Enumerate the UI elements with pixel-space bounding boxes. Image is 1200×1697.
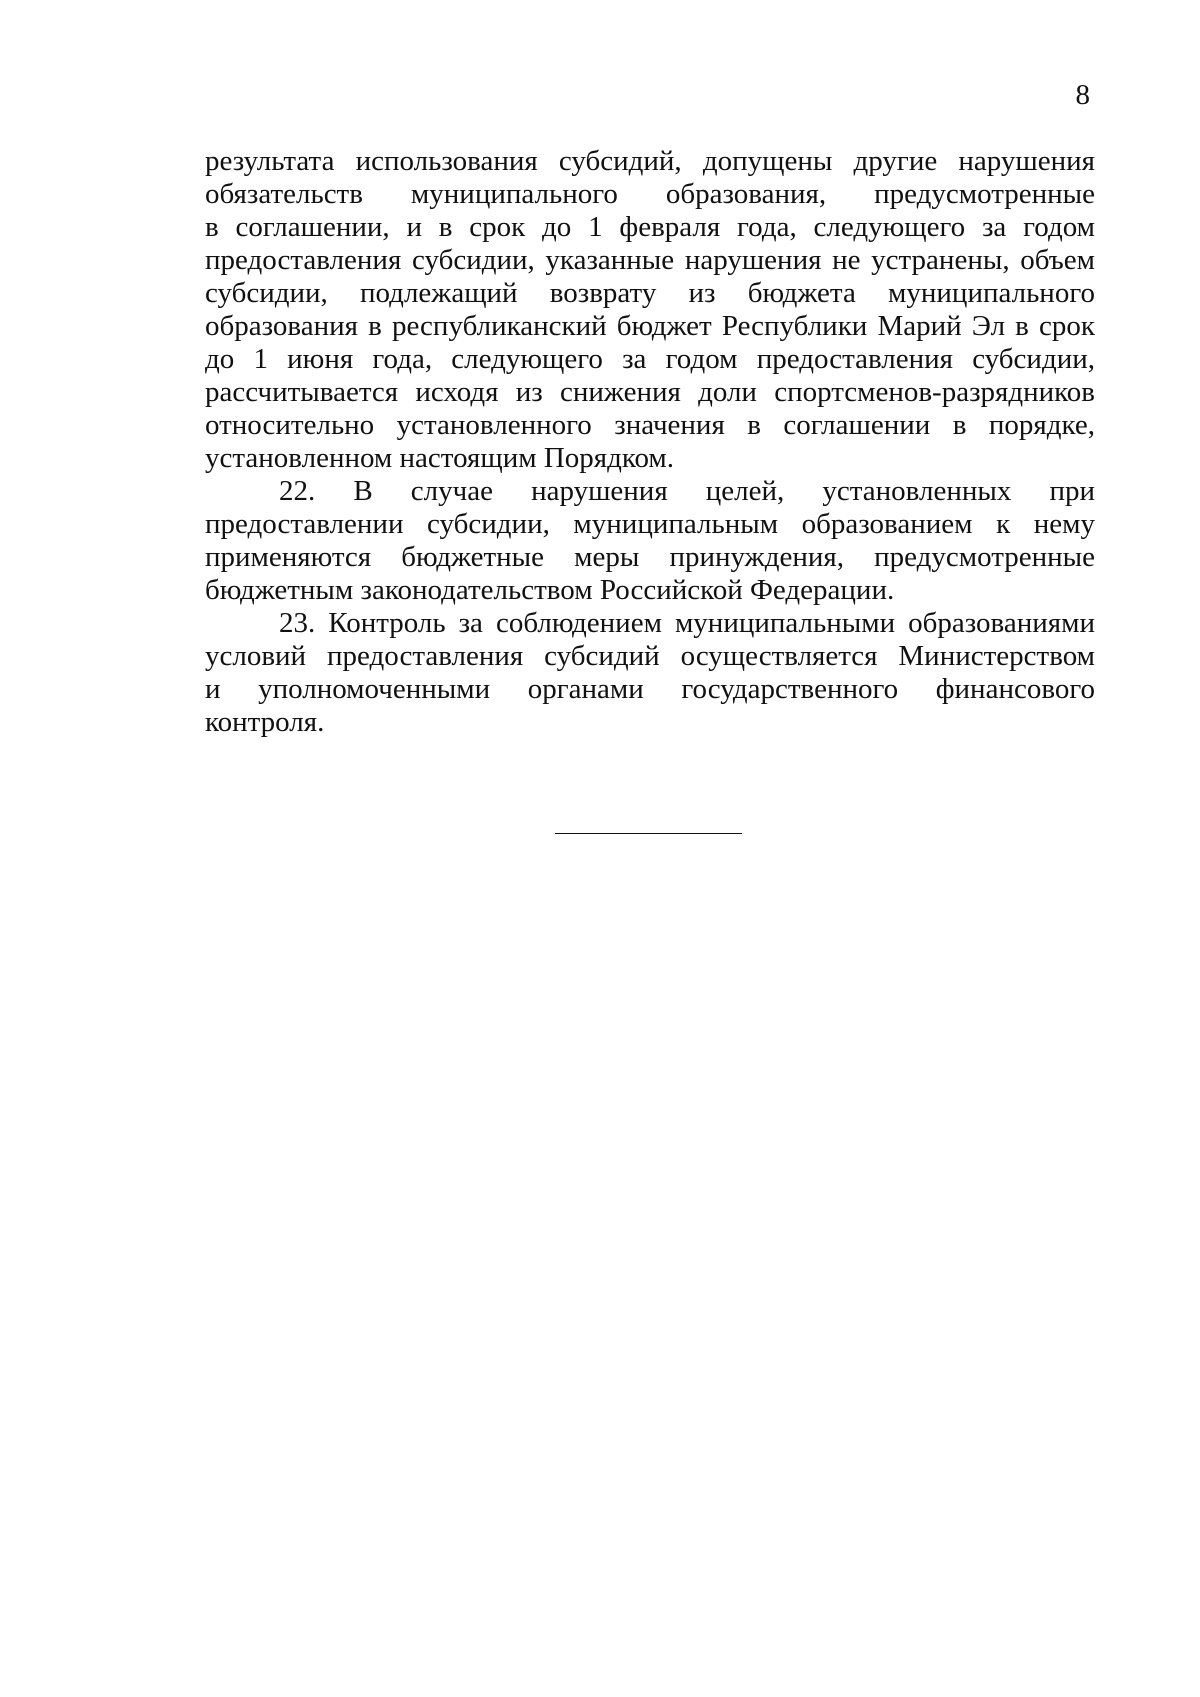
text-line: относительно установленного значения в соглашении в порядке, [205, 409, 1095, 441]
text-line: 23. Контроль за соблюдением муниципальными образованиями [279, 607, 1095, 639]
text-line: установленном настоящим Порядком. [205, 442, 675, 474]
text-line: рассчитывается исходя из снижения доли спортсменов-разрядников [205, 376, 1095, 408]
paragraph-23-control [205, 607, 1095, 739]
text-line: предоставлении субсидии, муниципальным образованием к нему [205, 508, 1095, 540]
text-line: обязательств муниципального образования, предусмотренные [205, 178, 1095, 210]
paragraph-subsidy-return [205, 145, 1095, 475]
text-line: условий предоставления субсидий осуществляется Министерством [205, 640, 1095, 672]
text-line: до 1 июня года, следующего за годом предоставления субсидии, [205, 343, 1095, 375]
text-line: результата использования субсидий, допущены другие нарушения [205, 145, 1095, 177]
page-number: 8 [1075, 79, 1090, 111]
text-line: применяются бюджетные меры принуждения, предусмотренные [205, 541, 1095, 573]
paragraph-22-coercive-measures [205, 475, 1095, 607]
text-line: 22. В случае нарушения целей, установленных при [279, 475, 1095, 507]
text-line: в соглашении, и в срок до 1 февраля года, следующего за годом [205, 211, 1095, 243]
closing-separator-line [555, 833, 742, 834]
text-line: и уполномоченными органами государственного финансового контроля. [205, 673, 1095, 738]
text-line: субсидии, подлежащий возврату из бюджета муниципального [205, 277, 1095, 309]
text-line: предоставления субсидии, указанные нарушения не устранены, объем [205, 244, 1095, 276]
document-body [205, 145, 1095, 739]
text-line: образования в республиканский бюджет Республики Марий Эл в срок [205, 310, 1095, 342]
text-line: бюджетным законодательством Российской Федерации. [205, 574, 895, 606]
